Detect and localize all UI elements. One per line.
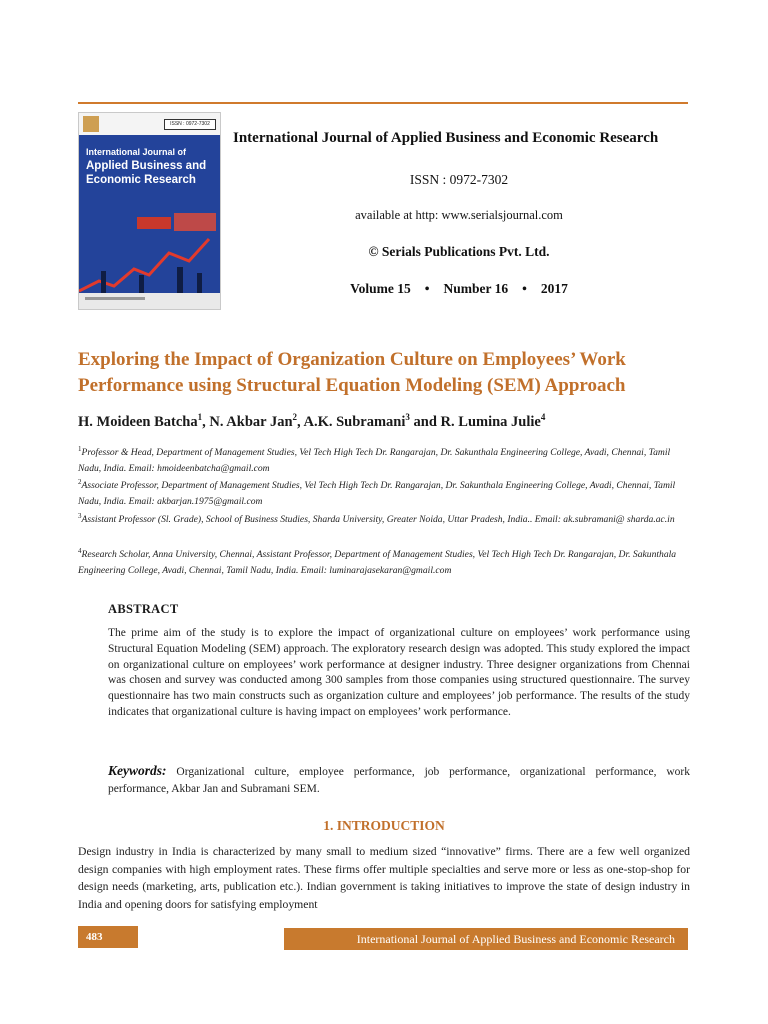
cover-title [86, 145, 216, 187]
author-name: R. Lumina Julie [440, 413, 541, 430]
volume: Volume 15 [350, 281, 411, 296]
affiliation-mark: 2 [78, 478, 82, 486]
cover-logo-icon [83, 116, 99, 132]
author-affiliation-mark: 2 [292, 412, 298, 422]
year: 2017 [540, 281, 568, 296]
affiliation [78, 441, 690, 477]
introduction-body: Design industry in India is characterized by many small to medium sized “innovative” firms. There are a few well organized design companies with high employment rates. These firms offer multiple specialties and serve more or less as one-stop-shop for design needs (marketing, arts, publication etc.). Indian government is taking initiatives to improve the state of design industry in India and opening doors for satisfying employment [78, 845, 690, 911]
author-affiliation-mark: 3 [405, 412, 410, 422]
journal-cover-image [78, 112, 221, 310]
author-name: A.K. Subramani [303, 413, 406, 430]
author-affiliation-mark: 4 [540, 412, 546, 422]
keywords-text: Organizational culture, employee performance, job performance, organizational performance, work performance, Akbar Jan and Subramani SEM. [108, 766, 691, 795]
affiliation [78, 474, 690, 510]
cover-info-block [174, 213, 216, 231]
keywords [108, 763, 690, 797]
volume-line [233, 281, 685, 297]
separator-dot: • [522, 281, 527, 296]
affiliation-text: Professor & Head, Department of Management Studies, Vel Tech High Tech Dr. Rangarajan, Dr. Sakunthala Engineering College, Avadi, Chennai, Tamil Nadu, India. Email: hmoideenbatcha@gmail.com [78, 447, 671, 475]
cover-red-block [137, 217, 171, 229]
author-separator: , [297, 413, 304, 430]
author-separator: and [409, 413, 441, 430]
header-rule [78, 102, 688, 104]
affiliation [78, 508, 690, 528]
abstract-body: The prime aim of the study is to explore the impact of organizational culture on employees’ work performance using Structural Equation Modeling (SEM) approach. The exploratory research design was adopted. This study explored the impact on organizational culture on employees’ work performance at designer industry. Three designer organizations from Chennai was chosen and survey was conducted among 300 samples from those companies using structured questionnaire. The survey questionnaire has two main constructs such as organization culture and employees’ job performance. The results of the study indicates that organizational culture is having impact on employees’ work performance. [108, 627, 690, 718]
availability-line: available at http: www.serialsjournal.com [355, 208, 563, 222]
keywords-label: Keywords: [108, 763, 167, 778]
publisher: © Serials Publications Pvt. Ltd. [368, 244, 550, 259]
author-affiliation-mark: 1 [197, 412, 203, 422]
paper-title-line1: Exploring the Impact of Organization Culture on Employees’ Work [78, 349, 626, 370]
separator-dot: • [424, 281, 430, 296]
affiliation-text: Associate Professor, Department of Management Studies, Vel Tech High Tech Dr. Rangarajan, Dr. Sakunthala Engineering College, Avadi, Chennai, Tamil Nadu, India. Email: akbarjan.1975@gmail.com [78, 480, 676, 508]
issn: ISSN : 0972-7302 [409, 172, 509, 187]
author-name: H. Moideen Batcha [78, 413, 198, 430]
cover-title-line2: Applied Business and [86, 160, 207, 172]
issue-number: Number 16 [443, 281, 509, 296]
page-number: 483 [78, 926, 138, 948]
section-heading-introduction: 1. INTRODUCTION [323, 818, 445, 833]
paper-title-line2: Performance using Structural Equation Modeling (SEM) Approach [78, 375, 626, 396]
affiliation [78, 543, 690, 579]
affiliation-mark: 3 [78, 512, 82, 520]
affiliation-mark: 1 [78, 445, 82, 453]
author-separator: , [202, 413, 210, 430]
cover-graph-illustration [79, 231, 221, 295]
affiliation-text: Research Scholar, Anna University, Chennai, Assistant Professor, Department of Management Studies, Vel Tech High Tech Dr. Rangarajan, Dr. Sakunthala Engineering College, Avadi, Chennai, Tamil Nadu, India. Email: luminarajasekaran@gmail.com [78, 549, 677, 577]
cover-footer [79, 293, 220, 309]
journal-title: International Journal of Applied Business and Economic Research [233, 130, 659, 146]
cover-issn: ISSN : 0972-7302 [164, 119, 216, 130]
abstract-heading: ABSTRACT [108, 602, 179, 616]
footer-journal-title: International Journal of Applied Business and Economic Research [284, 928, 688, 950]
author-name: N. Akbar Jan [209, 413, 293, 430]
author-list [78, 412, 698, 431]
paper-title [78, 347, 698, 399]
cover-title-line1: International Journal of [86, 147, 187, 157]
affiliation-mark: 4 [78, 547, 82, 555]
affiliation-text: Assistant Professor (Sl. Grade), School of Business Studies, Sharda University, Greater Noida, Uttar Pradesh, India.. Email: ak.subramani@ sharda.ac.in [81, 514, 675, 526]
cover-title-line3: Economic Research [86, 174, 196, 186]
